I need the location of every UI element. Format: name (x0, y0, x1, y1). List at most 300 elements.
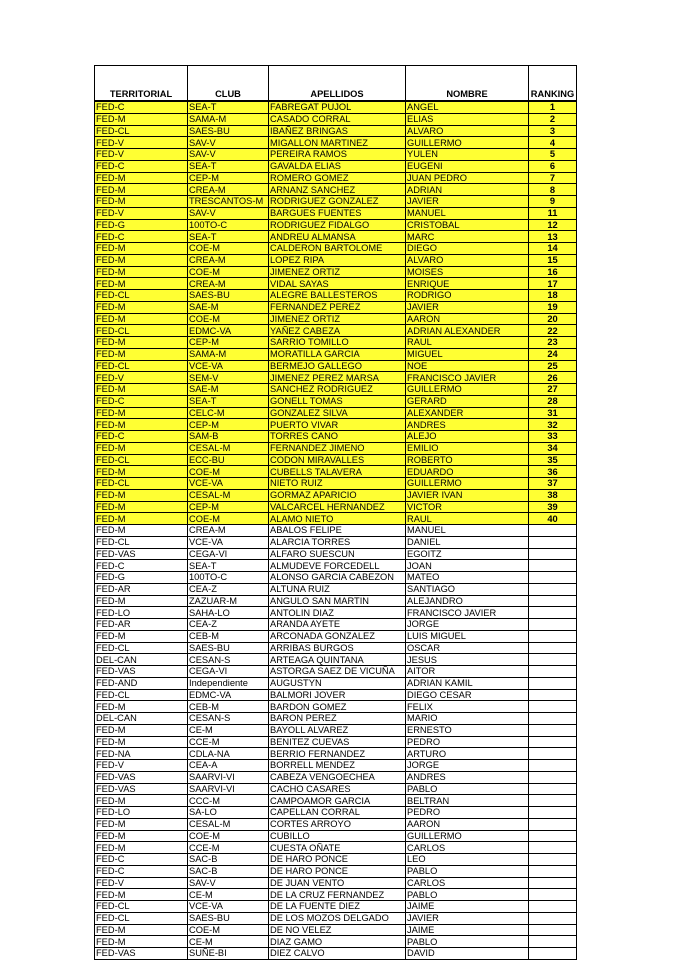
cell-club: SEM-V (188, 372, 269, 384)
cell-nombre: ANDRES (406, 771, 529, 783)
cell-ranking: 31 (529, 407, 577, 419)
cell-ranking: 34 (529, 442, 577, 454)
table-row (95, 783, 577, 795)
table-row (95, 431, 577, 443)
cell-nombre: RAUL (406, 337, 529, 349)
cell-territorial: FED-NA (95, 748, 188, 760)
cell-ranking: 5 (529, 149, 577, 161)
table-row (95, 877, 577, 889)
cell-ranking: 18 (529, 290, 577, 302)
table-row (95, 442, 577, 454)
cell-club: SEA-T (188, 560, 269, 572)
table-row (95, 818, 577, 830)
cell-apellidos: ARRIBAS BURGOS (269, 642, 406, 654)
cell-territorial: FED-M (95, 936, 188, 948)
table-row (95, 666, 577, 678)
cell-nombre: JAVIER (406, 196, 529, 208)
cell-territorial: FED-VAS (95, 548, 188, 560)
cell-nombre: GUILLERMO (406, 137, 529, 149)
cell-territorial: FED-CL (95, 689, 188, 701)
cell-nombre: MIGUEL (406, 348, 529, 360)
cell-apellidos: TORRES CANO (269, 431, 406, 443)
cell-club: SAV-V (188, 137, 269, 149)
cell-apellidos: BERMEJO GALLEGO (269, 360, 406, 372)
cell-apellidos: LOPEZ RIPA (269, 254, 406, 266)
cell-apellidos: CABEZA VENGOECHEA (269, 771, 406, 783)
cell-territorial: FED-M (95, 525, 188, 537)
cell-club: CE-M (188, 724, 269, 736)
cell-club: CESAN-S (188, 713, 269, 725)
cell-apellidos: FABREGAT PUJOL (269, 101, 406, 113)
table-row (95, 889, 577, 901)
table-row (95, 689, 577, 701)
cell-apellidos: MORATILLA GARCIA (269, 348, 406, 360)
cell-apellidos: ALONSO GARCIA CABEZON (269, 572, 406, 584)
cell-nombre: DANIEL (406, 536, 529, 548)
table-row (95, 513, 577, 525)
table-row (95, 290, 577, 302)
table-row (95, 525, 577, 537)
ranking-table (94, 65, 577, 960)
cell-territorial: FED-M (95, 889, 188, 901)
cell-club: TRESCANTOS-M (188, 196, 269, 208)
table-row (95, 325, 577, 337)
cell-club: EDMC-VA (188, 325, 269, 337)
table-row (95, 748, 577, 760)
cell-apellidos: BALMORI JOVER (269, 689, 406, 701)
table-row (95, 301, 577, 313)
cell-ranking: 23 (529, 337, 577, 349)
cell-territorial: FED-M (95, 630, 188, 642)
cell-ranking (529, 630, 577, 642)
cell-nombre: PABLO (406, 865, 529, 877)
cell-ranking (529, 865, 577, 877)
cell-club: CEP-M (188, 419, 269, 431)
cell-nombre: MATEO (406, 572, 529, 584)
cell-territorial: DEL-CAN (95, 654, 188, 666)
table-row (95, 160, 577, 172)
cell-apellidos: BARON PEREZ (269, 713, 406, 725)
cell-ranking (529, 525, 577, 537)
header-row (95, 66, 577, 102)
cell-ranking: 20 (529, 313, 577, 325)
table-row (95, 572, 577, 584)
table-row (95, 125, 577, 137)
cell-apellidos: VALCARCEL HERNANDEZ (269, 501, 406, 513)
cell-nombre: ALEJANDRO (406, 595, 529, 607)
cell-territorial: FED-CL (95, 901, 188, 913)
cell-ranking: 22 (529, 325, 577, 337)
cell-club: CESAL-M (188, 442, 269, 454)
cell-club: SAMA-M (188, 348, 269, 360)
cell-territorial: FED-C (95, 431, 188, 443)
cell-nombre: JORGE (406, 760, 529, 772)
cell-apellidos: CORTES ARROYO (269, 818, 406, 830)
cell-nombre: EUGENI (406, 160, 529, 172)
cell-nombre: ADRIAN ALEXANDER (406, 325, 529, 337)
cell-apellidos: BENITEZ CUEVAS (269, 736, 406, 748)
cell-club: COE-M (188, 466, 269, 478)
table-row (95, 231, 577, 243)
cell-club: SA-LO (188, 807, 269, 819)
cell-nombre: DIEGO (406, 243, 529, 255)
cell-territorial: FED-CL (95, 454, 188, 466)
cell-apellidos: CALDERON BARTOLOME (269, 243, 406, 255)
cell-ranking (529, 842, 577, 854)
cell-nombre: ALVARO (406, 125, 529, 137)
cell-club: SAE-M (188, 301, 269, 313)
cell-club: SEA-T (188, 395, 269, 407)
table-row (95, 760, 577, 772)
table-row (95, 936, 577, 948)
cell-apellidos: GONELL TOMAS (269, 395, 406, 407)
cell-apellidos: RODRIGUEZ GONZALEZ (269, 196, 406, 208)
cell-club: COE-M (188, 313, 269, 325)
cell-apellidos: PEREIRA RAMOS (269, 149, 406, 161)
cell-territorial: FED-VAS (95, 783, 188, 795)
cell-club: CEGA-VI (188, 548, 269, 560)
cell-ranking (529, 936, 577, 948)
table-row (95, 278, 577, 290)
cell-nombre: MARIO (406, 713, 529, 725)
cell-ranking: 32 (529, 419, 577, 431)
table-row (95, 137, 577, 149)
cell-territorial: FED-AND (95, 677, 188, 689)
cell-nombre: FELIX (406, 701, 529, 713)
table-row (95, 642, 577, 654)
cell-ranking: 27 (529, 384, 577, 396)
cell-nombre: YULEN (406, 149, 529, 161)
cell-nombre: GUILLERMO (406, 830, 529, 842)
cell-nombre: ARTURO (406, 748, 529, 760)
cell-nombre: PABLO (406, 936, 529, 948)
cell-nombre: ROBERTO (406, 454, 529, 466)
cell-ranking: 24 (529, 348, 577, 360)
cell-ranking: 3 (529, 125, 577, 137)
table-row (95, 677, 577, 689)
header-nombre: NOMBRE (406, 66, 529, 102)
cell-club: VCE-VA (188, 360, 269, 372)
cell-club: SAM-B (188, 431, 269, 443)
cell-territorial: FED-M (95, 348, 188, 360)
cell-territorial: FED-VAS (95, 948, 188, 960)
cell-club: CEP-M (188, 337, 269, 349)
table-row (95, 630, 577, 642)
cell-club: CEA-Z (188, 619, 269, 631)
cell-apellidos: ARTEAGA QUINTANA (269, 654, 406, 666)
cell-ranking: 35 (529, 454, 577, 466)
cell-territorial: FED-V (95, 760, 188, 772)
cell-ranking (529, 619, 577, 631)
cell-apellidos: FERNANDEZ PEREZ (269, 301, 406, 313)
cell-club: CREA-M (188, 254, 269, 266)
table-row (95, 360, 577, 372)
cell-nombre: SANTIAGO (406, 583, 529, 595)
cell-nombre: ALEJO (406, 431, 529, 443)
cell-nombre: VICTOR (406, 501, 529, 513)
cell-ranking (529, 595, 577, 607)
cell-ranking: 19 (529, 301, 577, 313)
cell-apellidos: YAÑEZ CABEZA (269, 325, 406, 337)
cell-apellidos: DE LA FUENTE DIEZ (269, 901, 406, 913)
table-row (95, 595, 577, 607)
cell-apellidos: GONZALEZ SILVA (269, 407, 406, 419)
cell-ranking: 15 (529, 254, 577, 266)
cell-territorial: DEL-CAN (95, 713, 188, 725)
cell-territorial: FED-M (95, 384, 188, 396)
cell-nombre: OSCAR (406, 642, 529, 654)
cell-club: CCE-M (188, 736, 269, 748)
cell-ranking: 33 (529, 431, 577, 443)
table-row (95, 536, 577, 548)
cell-territorial: FED-CL (95, 536, 188, 548)
table-row (95, 419, 577, 431)
cell-ranking: 7 (529, 172, 577, 184)
cell-ranking: 13 (529, 231, 577, 243)
cell-apellidos: RODRIGUEZ FIDALGO (269, 219, 406, 231)
cell-ranking: 26 (529, 372, 577, 384)
cell-territorial: FED-M (95, 196, 188, 208)
cell-club: EDMC-VA (188, 689, 269, 701)
header-club: CLUB (188, 66, 269, 102)
cell-club: COE-M (188, 924, 269, 936)
cell-apellidos: DE NO VELEZ (269, 924, 406, 936)
cell-territorial: FED-M (95, 337, 188, 349)
cell-territorial: FED-M (95, 278, 188, 290)
cell-nombre: AARON (406, 818, 529, 830)
cell-club: CEB-M (188, 701, 269, 713)
cell-territorial: FED-M (95, 701, 188, 713)
cell-apellidos: MIGALLON MARTINEZ (269, 137, 406, 149)
cell-ranking: 8 (529, 184, 577, 196)
cell-territorial: FED-M (95, 724, 188, 736)
cell-nombre: ENRIQUE (406, 278, 529, 290)
cell-apellidos: CUBILLO (269, 830, 406, 842)
cell-nombre: PEDRO (406, 736, 529, 748)
cell-apellidos: DE LA CRUZ FERNANDEZ (269, 889, 406, 901)
cell-club: CREA-M (188, 525, 269, 537)
cell-nombre: EDUARDO (406, 466, 529, 478)
cell-ranking: 25 (529, 360, 577, 372)
cell-territorial: FED-M (95, 266, 188, 278)
cell-nombre: DIEGO CESAR (406, 689, 529, 701)
cell-territorial: FED-M (95, 501, 188, 513)
cell-territorial: FED-G (95, 219, 188, 231)
cell-nombre: BELTRAN (406, 795, 529, 807)
cell-nombre: LEO (406, 854, 529, 866)
cell-club: COE-M (188, 243, 269, 255)
table-row (95, 266, 577, 278)
cell-territorial: FED-C (95, 854, 188, 866)
cell-apellidos: BAYOLL ALVAREZ (269, 724, 406, 736)
cell-nombre: ELIAS (406, 113, 529, 125)
table-row (95, 372, 577, 384)
cell-ranking: 38 (529, 489, 577, 501)
cell-apellidos: BERRIO FERNANDEZ (269, 748, 406, 760)
cell-territorial: FED-M (95, 313, 188, 325)
cell-ranking (529, 560, 577, 572)
cell-ranking: 28 (529, 395, 577, 407)
cell-territorial: FED-M (95, 842, 188, 854)
cell-territorial: FED-M (95, 513, 188, 525)
cell-club: SEA-T (188, 160, 269, 172)
cell-apellidos: IBAÑEZ BRINGAS (269, 125, 406, 137)
cell-ranking: 6 (529, 160, 577, 172)
table-row (95, 219, 577, 231)
cell-territorial: FED-M (95, 243, 188, 255)
cell-apellidos: CAPELLAN CORRAL (269, 807, 406, 819)
cell-nombre: RODRIGO (406, 290, 529, 302)
cell-ranking (529, 783, 577, 795)
cell-ranking (529, 901, 577, 913)
cell-nombre: ADRIAN (406, 184, 529, 196)
cell-apellidos: DE HARO PONCE (269, 865, 406, 877)
cell-apellidos: NIETO RUIZ (269, 478, 406, 490)
cell-club: COE-M (188, 266, 269, 278)
cell-nombre: CARLOS (406, 842, 529, 854)
header-territorial: TERRITORIAL (95, 66, 188, 102)
cell-apellidos: ALTUNA RUIZ (269, 583, 406, 595)
table-row (95, 196, 577, 208)
table-row (95, 736, 577, 748)
cell-ranking (529, 830, 577, 842)
cell-apellidos: BARGUES FUENTES (269, 207, 406, 219)
cell-club: SAARVI-VI (188, 783, 269, 795)
cell-apellidos: JIMENEZ ORTIZ (269, 266, 406, 278)
cell-nombre: JUAN PEDRO (406, 172, 529, 184)
cell-ranking: 39 (529, 501, 577, 513)
cell-club: CREA-M (188, 184, 269, 196)
cell-nombre: ANDRES (406, 419, 529, 431)
cell-club: SEA-T (188, 101, 269, 113)
cell-nombre: PABLO (406, 889, 529, 901)
cell-apellidos: ALFARO SUESCUN (269, 548, 406, 560)
cell-nombre: JAVIER (406, 301, 529, 313)
cell-nombre: MARC (406, 231, 529, 243)
table-row (95, 807, 577, 819)
cell-ranking: 16 (529, 266, 577, 278)
cell-apellidos: PUERTO VIVAR (269, 419, 406, 431)
cell-club: SAES-BU (188, 290, 269, 302)
cell-territorial: FED-M (95, 172, 188, 184)
cell-territorial: FED-M (95, 489, 188, 501)
cell-ranking (529, 724, 577, 736)
table-row (95, 478, 577, 490)
cell-ranking (529, 795, 577, 807)
cell-club: 100TO-C (188, 572, 269, 584)
table-row (95, 948, 577, 960)
cell-apellidos: ANTOLIN DIAZ (269, 607, 406, 619)
table-row (95, 207, 577, 219)
cell-nombre: JESUS (406, 654, 529, 666)
cell-nombre: MANUEL (406, 207, 529, 219)
cell-apellidos: ALEGRE BALLESTEROS (269, 290, 406, 302)
table-row (95, 830, 577, 842)
cell-apellidos: SANCHEZ RODRIGUEZ (269, 384, 406, 396)
cell-club: SUÑE-BI (188, 948, 269, 960)
table-row (95, 619, 577, 631)
cell-ranking (529, 548, 577, 560)
cell-territorial: FED-VAS (95, 771, 188, 783)
cell-nombre: JAVIER (406, 912, 529, 924)
table-row (95, 583, 577, 595)
cell-apellidos: CUBELLS TALAVERA (269, 466, 406, 478)
cell-territorial: FED-G (95, 572, 188, 584)
table-row (95, 701, 577, 713)
cell-territorial: FED-M (95, 736, 188, 748)
cell-nombre: GUILLERMO (406, 478, 529, 490)
cell-apellidos: ASTORGA SAEZ DE VICUÑA (269, 666, 406, 678)
cell-territorial: FED-M (95, 595, 188, 607)
table-row (95, 901, 577, 913)
cell-territorial: FED-CL (95, 912, 188, 924)
table-row (95, 337, 577, 349)
table-row (95, 184, 577, 196)
cell-territorial: FED-LO (95, 807, 188, 819)
cell-territorial: FED-C (95, 395, 188, 407)
cell-apellidos: DE LOS MOZOS DELGADO (269, 912, 406, 924)
cell-territorial: FED-M (95, 419, 188, 431)
cell-apellidos: ABALOS FELIPE (269, 525, 406, 537)
cell-nombre: RAUL (406, 513, 529, 525)
cell-ranking (529, 771, 577, 783)
cell-club: SAV-V (188, 207, 269, 219)
cell-nombre: CARLOS (406, 877, 529, 889)
cell-club: ECC-BU (188, 454, 269, 466)
cell-ranking (529, 572, 577, 584)
cell-club: Independiente (188, 677, 269, 689)
cell-club: CCE-M (188, 842, 269, 854)
table-row (95, 713, 577, 725)
cell-territorial: FED-V (95, 149, 188, 161)
cell-nombre: ALEXANDER (406, 407, 529, 419)
table-row (95, 407, 577, 419)
cell-ranking (529, 583, 577, 595)
table-row (95, 854, 577, 866)
cell-territorial: FED-M (95, 466, 188, 478)
cell-territorial: FED-M (95, 184, 188, 196)
cell-ranking: 4 (529, 137, 577, 149)
cell-club: CESAN-S (188, 654, 269, 666)
table-row (95, 912, 577, 924)
cell-nombre: JORGE (406, 619, 529, 631)
cell-territorial: FED-CL (95, 478, 188, 490)
table-row (95, 395, 577, 407)
cell-nombre: PEDRO (406, 807, 529, 819)
cell-club: SAE-M (188, 384, 269, 396)
cell-club: CE-M (188, 936, 269, 948)
cell-ranking (529, 689, 577, 701)
cell-club: CEA-A (188, 760, 269, 772)
cell-apellidos: CUESTA OÑATE (269, 842, 406, 854)
table-row (95, 254, 577, 266)
cell-nombre: NOE (406, 360, 529, 372)
cell-territorial: FED-CL (95, 360, 188, 372)
cell-territorial: FED-M (95, 113, 188, 125)
header-ranking: RANKING (529, 66, 577, 102)
cell-ranking (529, 736, 577, 748)
cell-territorial: FED-CL (95, 290, 188, 302)
cell-apellidos: DIEZ CALVO (269, 948, 406, 960)
cell-nombre: JAVIER IVAN (406, 489, 529, 501)
cell-club: CESAL-M (188, 818, 269, 830)
cell-ranking (529, 713, 577, 725)
cell-territorial: FED-AR (95, 583, 188, 595)
cell-apellidos: GORMAZ APARICIO (269, 489, 406, 501)
cell-club: SAMA-M (188, 113, 269, 125)
cell-territorial: FED-M (95, 830, 188, 842)
cell-nombre: JAIME (406, 901, 529, 913)
